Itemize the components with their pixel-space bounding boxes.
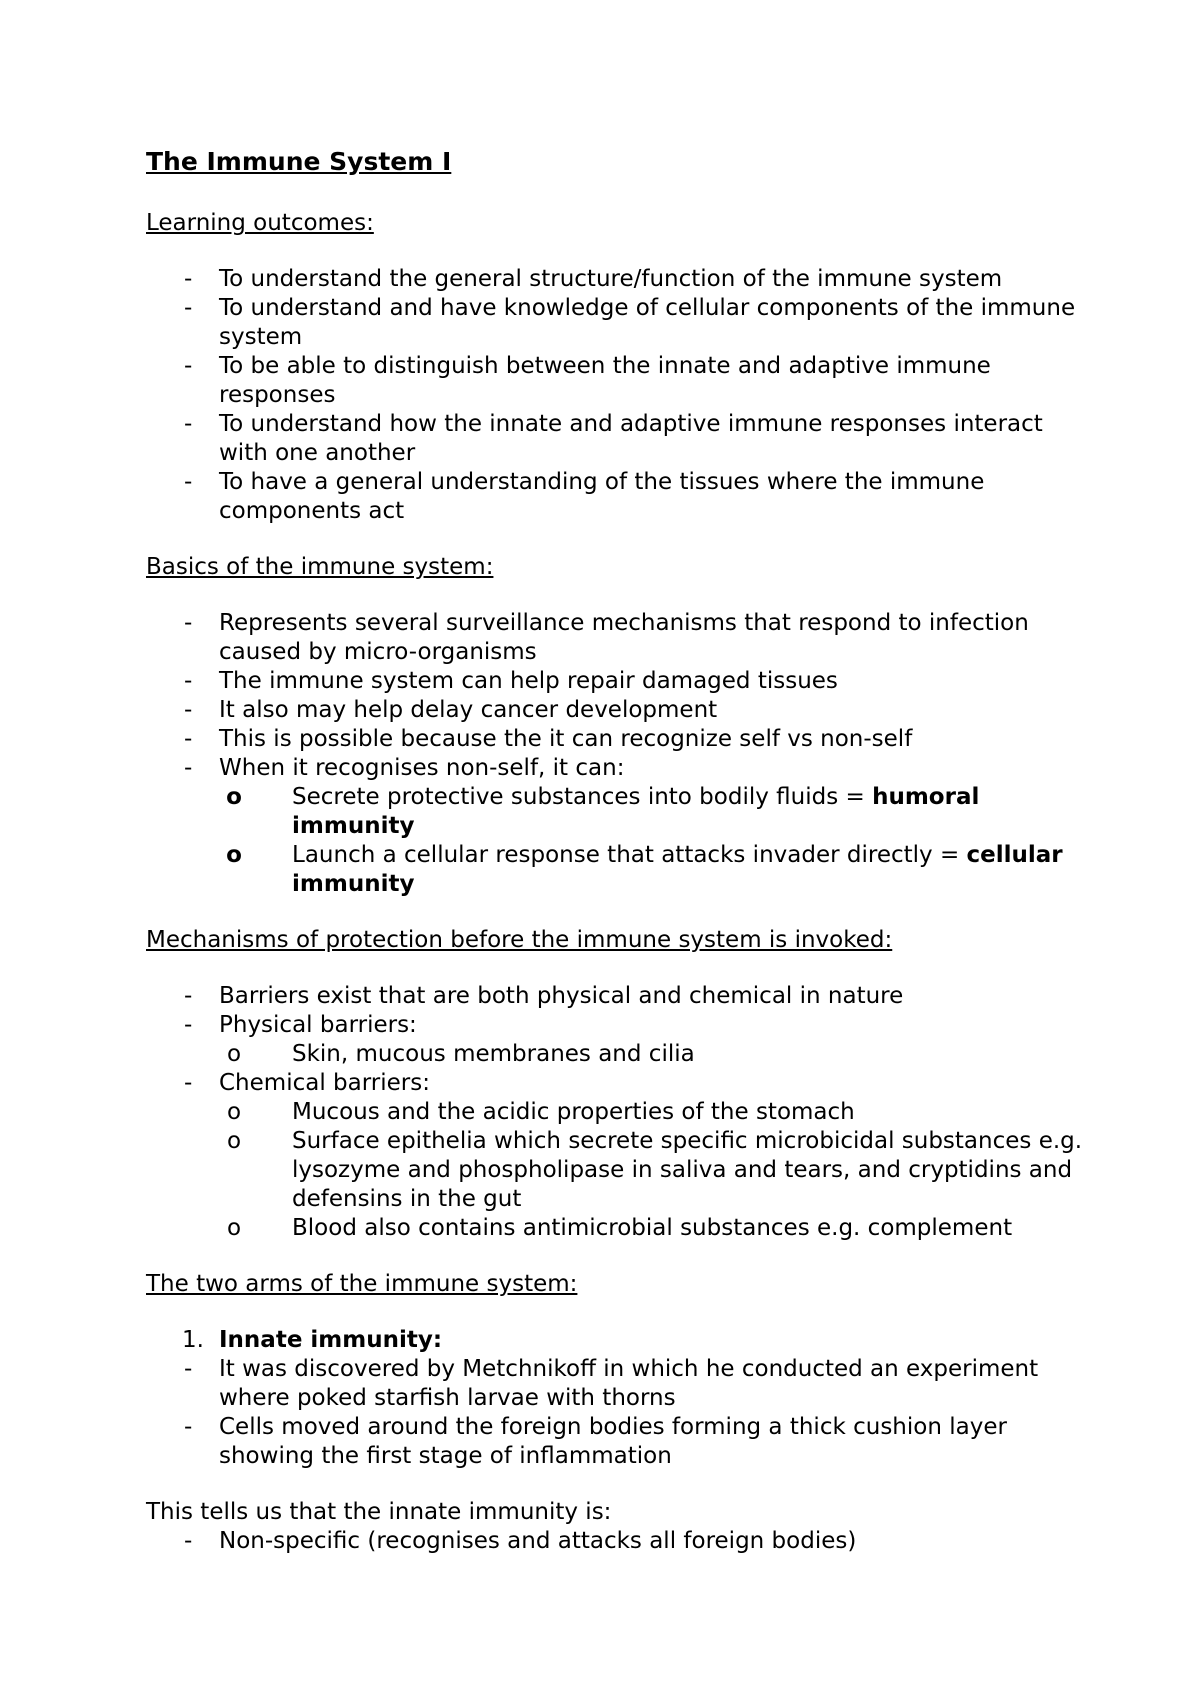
dash-marker: - <box>184 1414 193 1440</box>
learning-outcomes-list <box>146 265 1086 526</box>
dash-marker: - <box>184 726 193 752</box>
number-marker: 1. <box>182 1327 204 1353</box>
sub-list-item: o Blood also contains antimicrobial substances e.g. complement <box>219 1214 1086 1243</box>
dash-marker: - <box>184 469 193 495</box>
innate-immunity-list <box>146 1355 1086 1471</box>
numbered-item <box>146 1326 1086 1355</box>
dash-marker: - <box>184 411 193 437</box>
list-item: - To understand how the innate and adaptive immune responses interact with one another <box>184 411 1043 466</box>
list-item: - The immune system can help repair damaged tissues <box>184 668 838 694</box>
circle-bullet-icon: o <box>226 1041 242 1067</box>
document-title: The Immune System I <box>146 147 452 176</box>
list-item: - Non-specific (recognises and attacks all foreign bodies) <box>184 1528 857 1554</box>
sub-list-item: o Skin, mucous membranes and cilia <box>219 1040 1086 1069</box>
dash-marker: - <box>184 983 193 1009</box>
conclusion-text: This tells us that the innate immunity is: <box>146 1499 612 1525</box>
basics-list <box>146 609 1086 899</box>
list-item: - This is possible because the it can recognize self vs non-self <box>184 726 913 752</box>
list-item: - To have a general understanding of the tissues where the immune components act <box>184 469 985 524</box>
dash-marker: - <box>184 266 193 292</box>
circle-bullet-icon: o <box>226 1128 242 1154</box>
two-arms-heading: The two arms of the immune system: <box>146 1271 578 1297</box>
list-item: - Barriers exist that are both physical and chemical in nature <box>184 983 904 1009</box>
physical-barriers-list <box>219 1040 1086 1069</box>
dash-marker: - <box>184 610 193 636</box>
list-item: - To be able to distinguish between the innate and adaptive immune responses <box>184 353 991 408</box>
dash-marker: - <box>184 755 193 781</box>
basics-heading: Basics of the immune system: <box>146 554 494 580</box>
list-item: - To understand and have knowledge of cellular components of the immune system <box>184 295 1076 350</box>
list-item: - Physical barriers: o Skin, mucous membranes and cilia <box>146 1011 1086 1069</box>
dash-marker: - <box>184 697 193 723</box>
conclusion-list <box>146 1527 1086 1556</box>
document-page <box>146 147 1086 1556</box>
list-item: - Represents several surveillance mechanisms that respond to infection caused by micro-organisms <box>184 610 1029 665</box>
dash-marker: - <box>184 1012 193 1038</box>
dash-marker: - <box>184 295 193 321</box>
dash-marker: - <box>184 1356 193 1382</box>
dash-marker: - <box>184 353 193 379</box>
mechanisms-list <box>146 982 1086 1243</box>
circle-bullet-icon: o <box>226 784 242 810</box>
dash-marker: - <box>184 1070 193 1096</box>
sub-list-item: o Launch a cellular response that attacks invader directly = cellular immunity <box>219 841 1086 899</box>
list-item: - Chemical barriers: o Mucous and the acidic properties of the stomach o Surface epithelia which secrete specific microbicidal substances e.g. lysozyme and phospholipase in saliva and tears, and cryptidins and defensins in the gut o Blood also contains antimicrobial substances e.g. complement <box>146 1069 1086 1243</box>
mechanisms-heading: Mechanisms of protection before the immune system is invoked: <box>146 927 893 953</box>
list-item: - When it recognises non-self, it can: o Secrete protective substances into bodily fluids = humoral immunity o Launch a cellular response that attacks invader directly = cellular immunity <box>146 754 1086 899</box>
basics-sub-list <box>219 783 1086 899</box>
circle-bullet-icon: o <box>226 1099 242 1125</box>
innate-immunity-label: Innate immunity: <box>219 1327 443 1353</box>
learning-outcomes-heading: Learning outcomes: <box>146 210 374 236</box>
circle-bullet-icon: o <box>226 1215 242 1241</box>
chemical-barriers-list <box>219 1098 1086 1243</box>
circle-bullet-icon: o <box>226 842 242 868</box>
list-item: - To understand the general structure/function of the immune system <box>184 266 1003 292</box>
sub-list-item: o Surface epithelia which secrete specific microbicidal substances e.g. lysozyme and phospholipase in saliva and tears, and cryptidins and defensins in the gut <box>219 1127 1086 1214</box>
list-item: - It also may help delay cancer development <box>184 697 718 723</box>
list-item: - It was discovered by Metchnikoff in which he conducted an experiment where poked starfish larvae with thorns <box>184 1356 1039 1411</box>
sub-list-item: o Secrete protective substances into bodily fluids = humoral immunity <box>219 783 1086 841</box>
sub-list-item: o Mucous and the acidic properties of the stomach <box>219 1098 1086 1127</box>
dash-marker: - <box>184 668 193 694</box>
dash-marker: - <box>184 1528 193 1554</box>
list-item: - Cells moved around the foreign bodies forming a thick cushion layer showing the first stage of inflammation <box>184 1414 1007 1469</box>
